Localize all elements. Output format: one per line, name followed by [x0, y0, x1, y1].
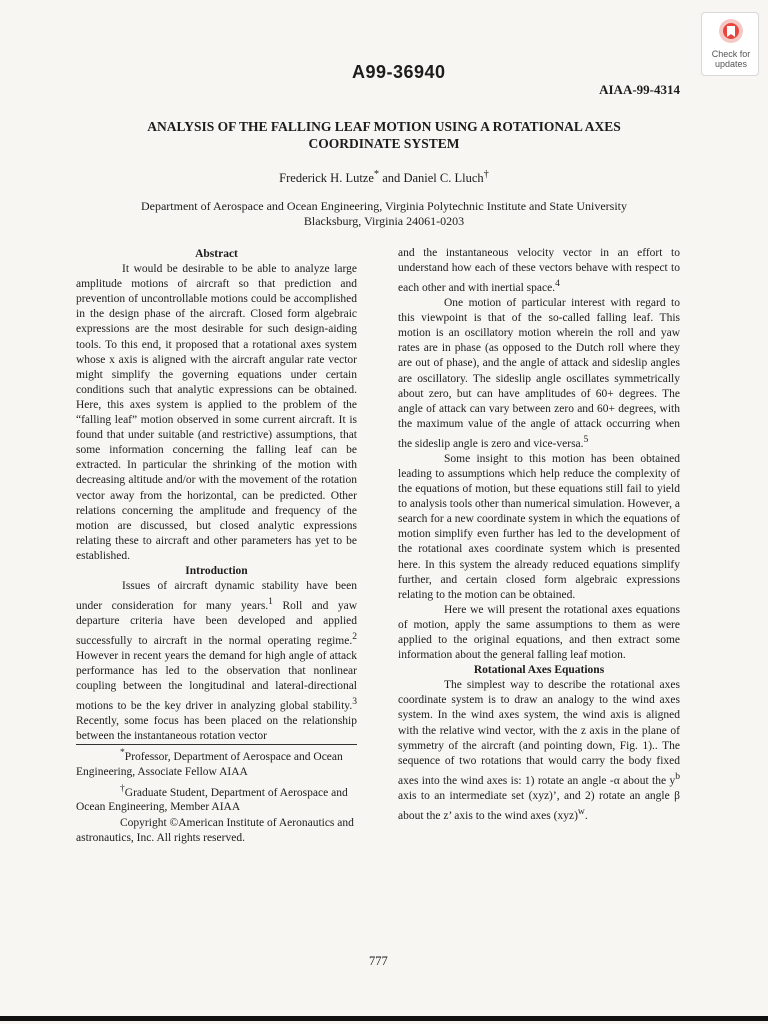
footnote-1-text: Professor, Department of Aerospace and Ocean Engineering, Associate Fellow AIAA [76, 751, 343, 779]
author-1: Frederick H. Lutze [279, 171, 374, 186]
title-line-1: ANALYSIS OF THE FALLING LEAF MOTION USING A ROTATIONAL AXES [147, 119, 621, 134]
intro-text-b: Roll and yaw departure criteria have been developed and applied successfully to aircraft in the normal operating regime. [76, 599, 357, 647]
intro-text-a: Issues of aircraft dynamic stability have been under consideration for many years. [76, 580, 357, 612]
superscript-b: b [675, 770, 680, 782]
ref-1: 1 [268, 596, 273, 608]
present-paragraph: Here we will present the rotational axes equations of motion, apply the same assumptions to them as were applied to the original equations, and then extract some information about the general falling leaf motion. [398, 603, 680, 662]
continued-paragraph [398, 246, 680, 296]
rotational-axes-heading: Rotational Axes Equations [473, 664, 605, 677]
right-text-b: One motion of particular interest with regard to this viewpoint is that of the so-called falling leaf. This motion is an oscillatory motion wherein the roll and yaw rates are in phase (as opposed to the Dutch roll where they are out of phase), and the angle of attack and sideslip angles are oscillatory. The sideslip angle oscillates symmetrically about zero, but can have amplitudes of 60+ degrees. The angle of attack can vary between zero and 60+ degrees, with the maximum value of the angle of attack occurring when the sideslip angle is zero and vice-versa. [398, 297, 680, 450]
right-column [398, 246, 680, 824]
intro-text-d: Recently, some focus has been placed on the relationship between the instantaneous rotation vector [76, 715, 357, 743]
check-for-updates-badge[interactable] [701, 12, 759, 76]
right-text-a: and the instantaneous velocity vector in an effort to understand how each of these vectors behave with respect to each other and with inertial space. [398, 247, 680, 295]
author-1-mark: * [373, 169, 380, 180]
left-column [76, 247, 357, 846]
ref-2: 2 [352, 631, 357, 643]
ref-5: 5 [583, 433, 589, 445]
abstract-heading: Abstract [195, 248, 238, 260]
footnote-2-text: Graduate Student, Department of Aerospace and Ocean Engineering, Member AIAA [76, 786, 348, 814]
footnote-1-mark: * [120, 747, 125, 759]
affiliation-line-2: Blacksburg, Virginia 24061-0203 [303, 214, 465, 228]
bottom-scan-edge [0, 1016, 768, 1021]
bookmark-check-icon [718, 18, 744, 46]
ref-4: 4 [555, 278, 560, 290]
author-2-mark: † [483, 169, 489, 180]
rot-text-a: The simplest way to describe the rotational axes coordinate system is to draw an analogy to the wind axes system. In the wind axes system, the wind axis is aligned with the relative wind vector, with the z axis in the plane of symmetry of the aircraft (and pointing down, Fig. 1).. The sequence of two rotations that would carry the body fixed axes into the wind axes is: 1) rotate an angle -α about the y [398, 679, 680, 787]
page-number: 777 [369, 954, 388, 968]
ref-3: 3 [352, 696, 357, 708]
abstract-body: It would be desirable to be able to analyze large amplitude motions of aircraft so that prediction and prevention of uncontrollable motions could be accomplished in the design phase of the aircraft. Closed form algebraic expressions are the most desirable for such design-aiding tools. To this end, it proposed that a rotational axes system whose x axis is aligned with the aircraft angular rate vector might simplify the governing equations under certain conditions such that analytic expressions can be obtained. Here, this axes system is applied to the problem of the “falling leaf” motion observed in some current aircraft. It is found that under suitable (and restrictive) assumptions, that some information concerning the falling leaf can be extracted. In particular the shrinking of the motion with decreasing altitude and/or with the movement of the rotation vector away from the horizontal, can be predicted. Other relations concerning the amplitude and frequency of the motion are discussed, but closed analytic expressions relating these to aircraft and other parameters has yet to be established. [76, 263, 357, 562]
introduction-paragraph [76, 579, 357, 744]
insight-paragraph: Some insight to this motion has been obtained leading to assumptions which help reduce the complexity of the equations of motion, but these equations still fail to yield to analysis tools other than numerical simulation. However, a search for a new coordinate system in which the equations of motion simplify even further has led to the development of the rotational axes coordinate system which is presented here. In this system the already reduced equations simplify further, and certain closed form algebraic expressions relating to the motion can be obtained. [398, 452, 680, 601]
affiliation [100, 199, 668, 229]
rot-text-c: . [584, 809, 588, 822]
rotational-axes-paragraph [398, 678, 680, 824]
rot-text-b: axis to an intermediate set (xyz)’, and 2) rotate an angle β about the z’ axis to the wind axes (xyz) [398, 789, 680, 822]
intro-text-c: However in recent years the demand for high angle of attack performance has led to the observation that nonlinear coupling between the longitudinal and lateral-directional motions to be the key driver in analyzing global stability. [76, 650, 357, 713]
footnote-2-mark: † [120, 782, 125, 794]
affiliation-line-1: Department of Aerospace and Ocean Engineering, Virginia Polytechnic Institute and State University [140, 199, 628, 213]
author-2: Daniel C. Lluch [403, 171, 484, 186]
footnote-author-1 [76, 745, 357, 780]
accession-code: A99-36940 [352, 62, 446, 82]
copyright-notice: Copyright ©American Institute of Aeronautics and astronautics, Inc. All rights reserved. [76, 816, 354, 844]
paper-title [100, 118, 668, 152]
paper-number: AIAA-99-4314 [599, 82, 680, 97]
superscript-w: w [577, 805, 585, 817]
author-connector: and [379, 171, 404, 186]
footnote-author-2 [76, 781, 357, 816]
introduction-heading: Introduction [185, 564, 248, 577]
title-line-2: COORDINATE SYSTEM [308, 136, 460, 151]
badge-line-2: updates [714, 59, 748, 69]
falling-leaf-paragraph [398, 296, 680, 452]
author-line [100, 169, 668, 186]
badge-label [702, 49, 760, 69]
badge-line-1: Check for [711, 49, 751, 59]
